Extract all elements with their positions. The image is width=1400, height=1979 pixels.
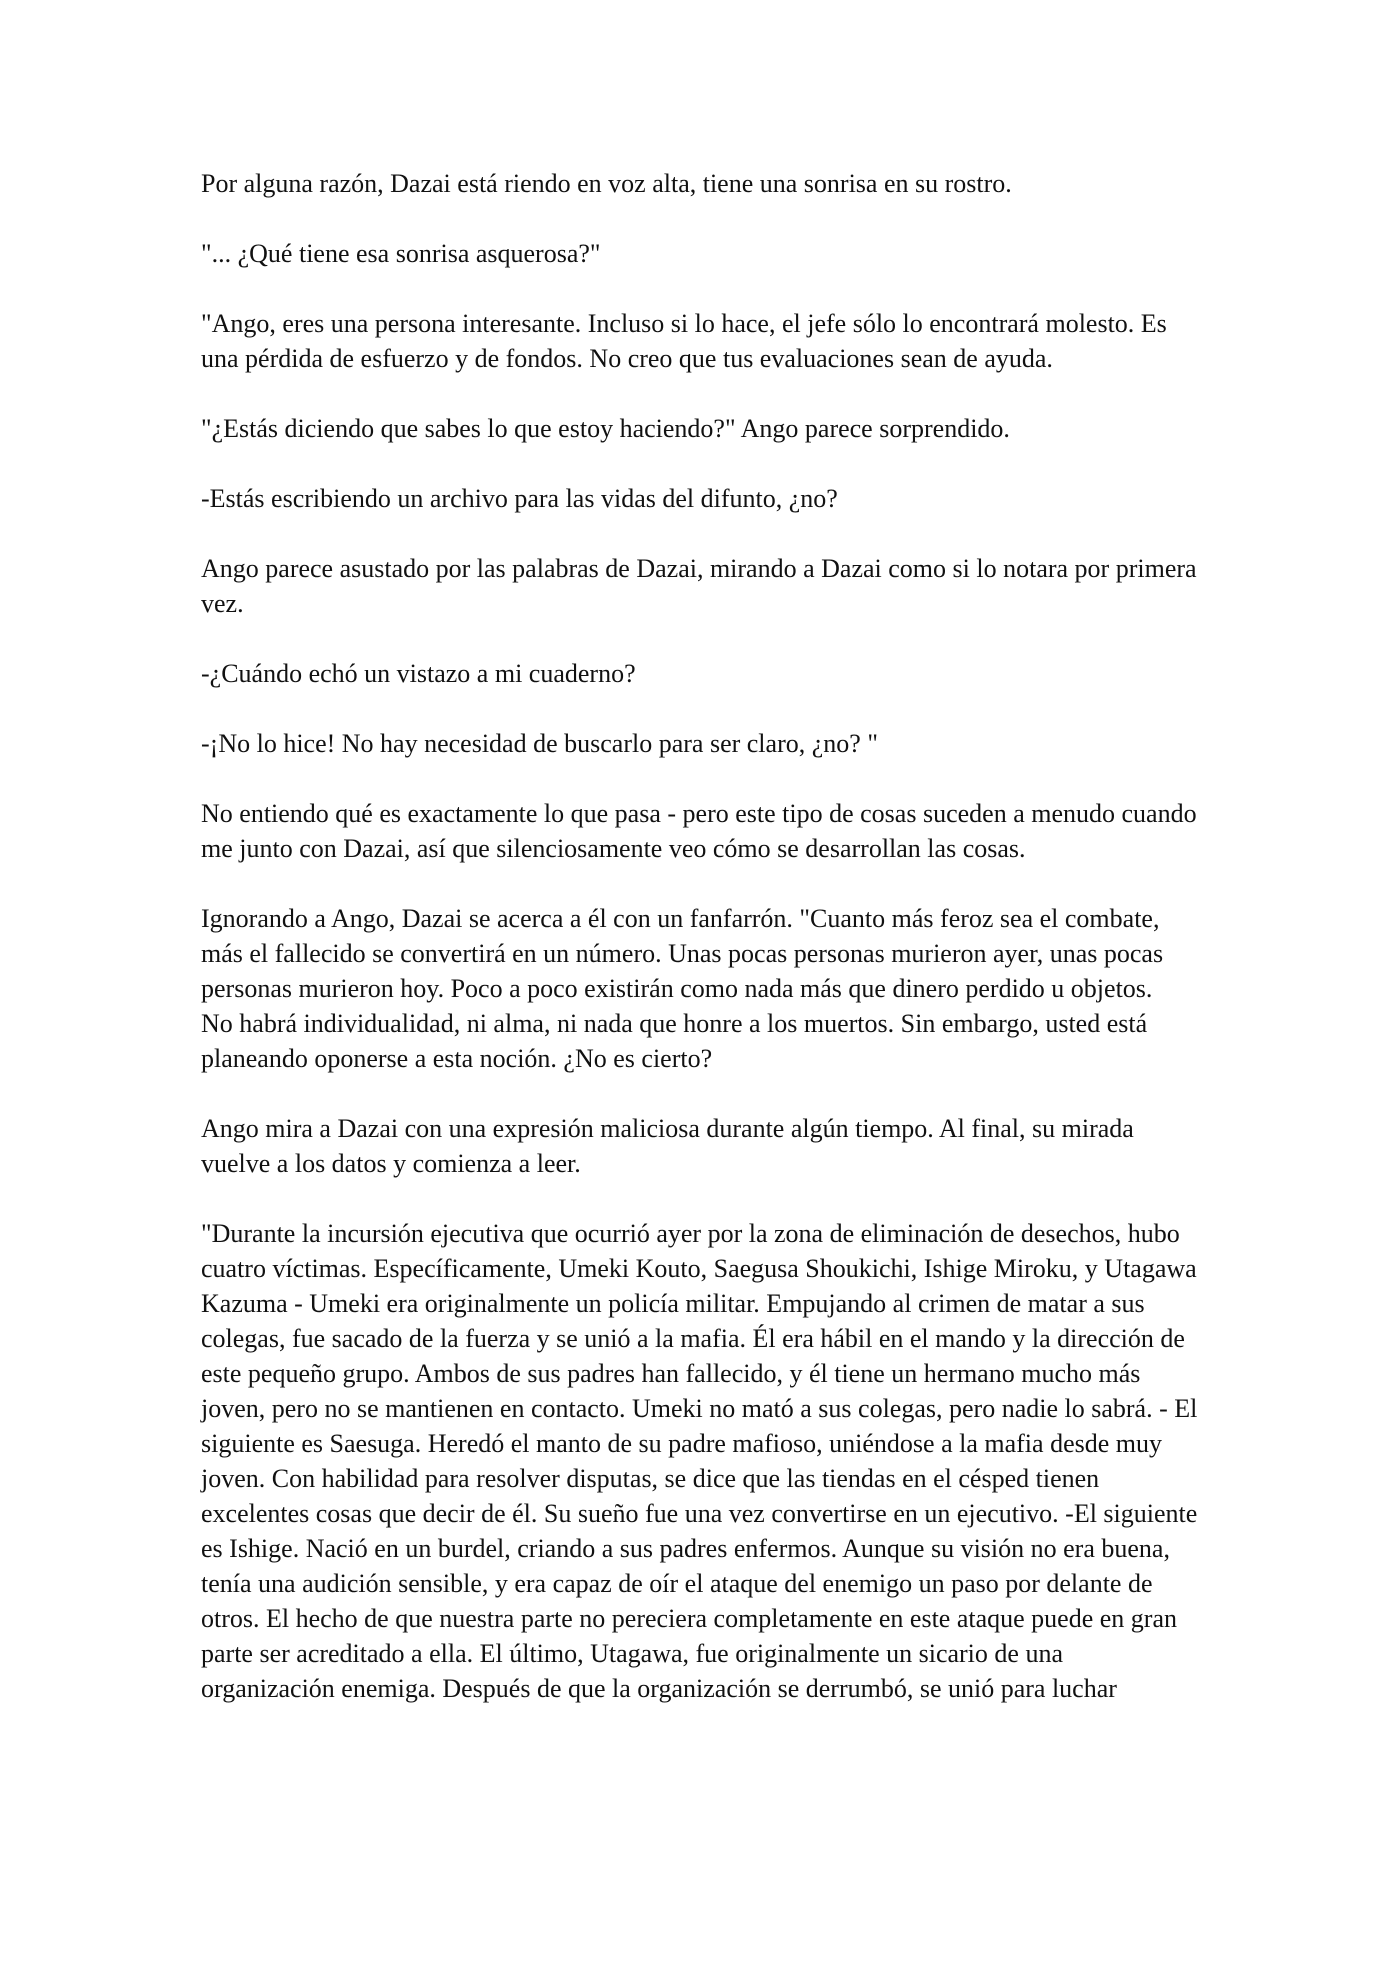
paragraph-7: -¿Cuándo echó un vistazo a mi cuaderno? <box>201 659 636 688</box>
paragraph-4: "¿Estás diciendo que sabes lo que estoy haciendo?" Ango parece sorprendido. <box>201 414 1010 443</box>
paragraph-5: -Estás escribiendo un archivo para las vidas del difunto, ¿no? <box>201 484 838 513</box>
paragraph-10: Ignorando a Ango, Dazai se acerca a él con un fanfarrón. "Cuanto más feroz sea el combate, más el fallecido se convertirá en un número. Unas pocas personas murieron ayer, unas pocas personas murieron hoy. Poco a poco existirán como nada más que dinero perdido u objetos. No habrá individualidad, ni alma, ni nada que honre a los muertos. Sin embargo, usted está planeando oponerse a esta noción. ¿No es cierto? <box>201 904 1164 1073</box>
paragraph-11: Ango mira a Dazai con una expresión maliciosa durante algún tiempo. Al final, su mirada vuelve a los datos y comienza a leer. <box>201 1114 1134 1178</box>
paragraph-2: "... ¿Qué tiene esa sonrisa asquerosa?" <box>201 239 601 268</box>
paragraph-8: -¡No lo hice! No hay necesidad de buscarlo para ser claro, ¿no? " <box>201 729 878 758</box>
body-text <box>201 166 1201 1741</box>
paragraph-3: "Ango, eres una persona interesante. Incluso si lo hace, el jefe sólo lo encontrará molesto. Es una pérdida de esfuerzo y de fondos. No creo que tus evaluaciones sean de ayuda. <box>201 309 1167 373</box>
paragraph-6: Ango parece asustado por las palabras de Dazai, mirando a Dazai como si lo notara por primera vez. <box>201 554 1197 618</box>
paragraph-1: Por alguna razón, Dazai está riendo en voz alta, tiene una sonrisa en su rostro. <box>201 169 1012 198</box>
paragraph-9: No entiendo qué es exactamente lo que pasa - pero este tipo de cosas suceden a menudo cuando me junto con Dazai, así que silenciosamente veo cómo se desarrollan las cosas. <box>201 799 1197 863</box>
paragraph-12: "Durante la incursión ejecutiva que ocurrió ayer por la zona de eliminación de desechos, hubo cuatro víctimas. Específicamente, Umeki Kouto, Saegusa Shoukichi, Ishige Miroku, y Utagawa Kazuma - Umeki era originalmente un policía militar. Empujando al crimen de matar a sus colegas, fue sacado de la fuerza y se unió a la mafia. Él era hábil en el mando y la dirección de este pequeño grupo. Ambos de sus padres han fallecido, y él tiene un hermano mucho más joven, pero no se mantienen en contacto. Umeki no mató a sus colegas, pero nadie lo sabrá. - El siguiente es Saesuga. Heredó el manto de su padre mafioso, uniéndose a la mafia desde muy joven. Con habilidad para resolver disputas, se dice que las tiendas en el césped tienen excelentes cosas que decir de él. Su sueño fue una vez convertirse en un ejecutivo. -El siguiente es Ishige. Nació en un burdel, criando a sus padres enfermos. Aunque su visión no era buena, tenía una audición sensible, y era capaz de oír el ataque del enemigo un paso por delante de otros. El hecho de que nuestra parte no pereciera completamente en este ataque puede en gran parte ser acreditado a ella. El último, Utagawa, fue originalmente un sicario de una organización enemiga. Después de que la organización se derrumbó, se unió para luchar <box>201 1219 1198 1703</box>
